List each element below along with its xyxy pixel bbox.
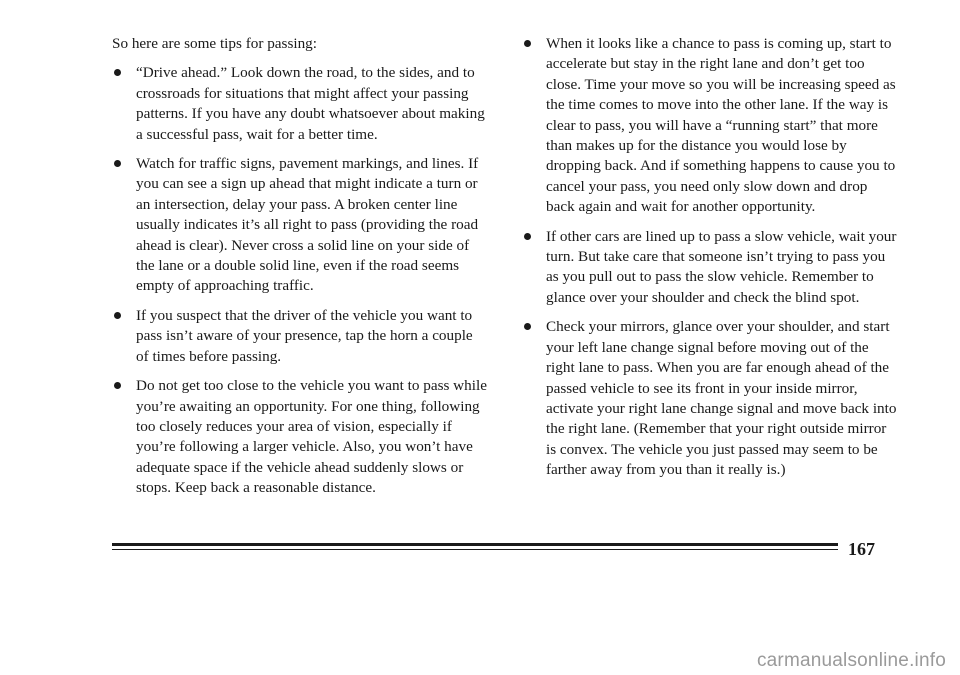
intro-text: So here are some tips for passing:	[112, 35, 317, 52]
bullet-dot-icon	[524, 233, 531, 240]
right-bullet-list	[522, 34, 897, 481]
list-item	[112, 63, 487, 145]
list-item	[112, 306, 487, 367]
list-item-text: When it looks like a chance to pass is coming up, start to accelerate but stay in the right lane and don’t get too close. Time your move so you will be increasing speed as the time comes to move into the other lane. If the way is clear to pass, you will have a “running start” that more than makes up for the distance you would lose by dropping back. And if something happens to cause you to cancel your pass, you need only slow down and drop back again and wait for another opportunity.	[546, 35, 896, 216]
list-item	[112, 154, 487, 297]
left-column	[112, 34, 487, 508]
bullet-dot-icon	[114, 382, 121, 389]
bullet-dot-icon	[524, 40, 531, 47]
page-number: 167	[848, 539, 875, 559]
footer-rule	[112, 543, 838, 550]
list-item	[522, 227, 897, 309]
footer-rule-thin	[112, 549, 838, 550]
right-column	[522, 34, 897, 490]
bullet-dot-icon	[524, 323, 531, 330]
left-bullet-list	[112, 63, 487, 498]
bullet-dot-icon	[114, 312, 121, 319]
watermark-text: carmanualsonline.info	[756, 650, 946, 671]
footer-rule-thick	[112, 543, 838, 546]
bullet-dot-icon	[114, 69, 121, 76]
list-item-text: Check your mirrors, glance over your shoulder, and start your left lane change signal before moving out of the right lane to pass. When you are far enough ahead of the passed vehicle to see its front in your inside mirror, activate your right lane change signal and move back into the right lane. (Remember that your right outside mirror is convex. The vehicle you just passed may seem to be farther away from you than it really is.)	[546, 318, 897, 479]
list-item-text: If you suspect that the driver of the vehicle you want to pass isn’t aware of your presence, tap the horn a couple of times before passing.	[136, 306, 473, 365]
list-item	[522, 317, 897, 480]
list-item-text: “Drive ahead.” Look down the road, to the sides, and to crossroads for situations that might affect your passing patterns. If you have any doubt whatsoever about making a successful pass, wait for a better time.	[136, 64, 485, 143]
list-item	[112, 376, 487, 498]
list-item	[522, 34, 897, 218]
list-item-text: If other cars are lined up to pass a slow vehicle, wait your turn. But take care that someone isn’t trying to pass you as you pull out to pass the slow vehicle. Remember to glance over your shoulder and check the blind spot.	[546, 227, 897, 306]
bullet-dot-icon	[114, 160, 121, 167]
list-item-text: Watch for traffic signs, pavement markings, and lines. If you can see a sign up ahead that might indicate a turn or an intersection, delay your pass. A broken center line usually indicates it’s all right to pass (providing the road ahead is clear). Never cross a solid line on your side of the lane or a double solid line, even if the road seems empty of approaching traffic.	[136, 155, 479, 295]
list-item-text: Do not get too close to the vehicle you want to pass while you’re awaiting an opportunity. For one thing, following too closely reduces your area of vision, especially if you’re following a larger vehicle. Also, you won’t have adequate space if the vehicle ahead suddenly slows or stops. Keep back a reasonable distance.	[136, 377, 487, 497]
